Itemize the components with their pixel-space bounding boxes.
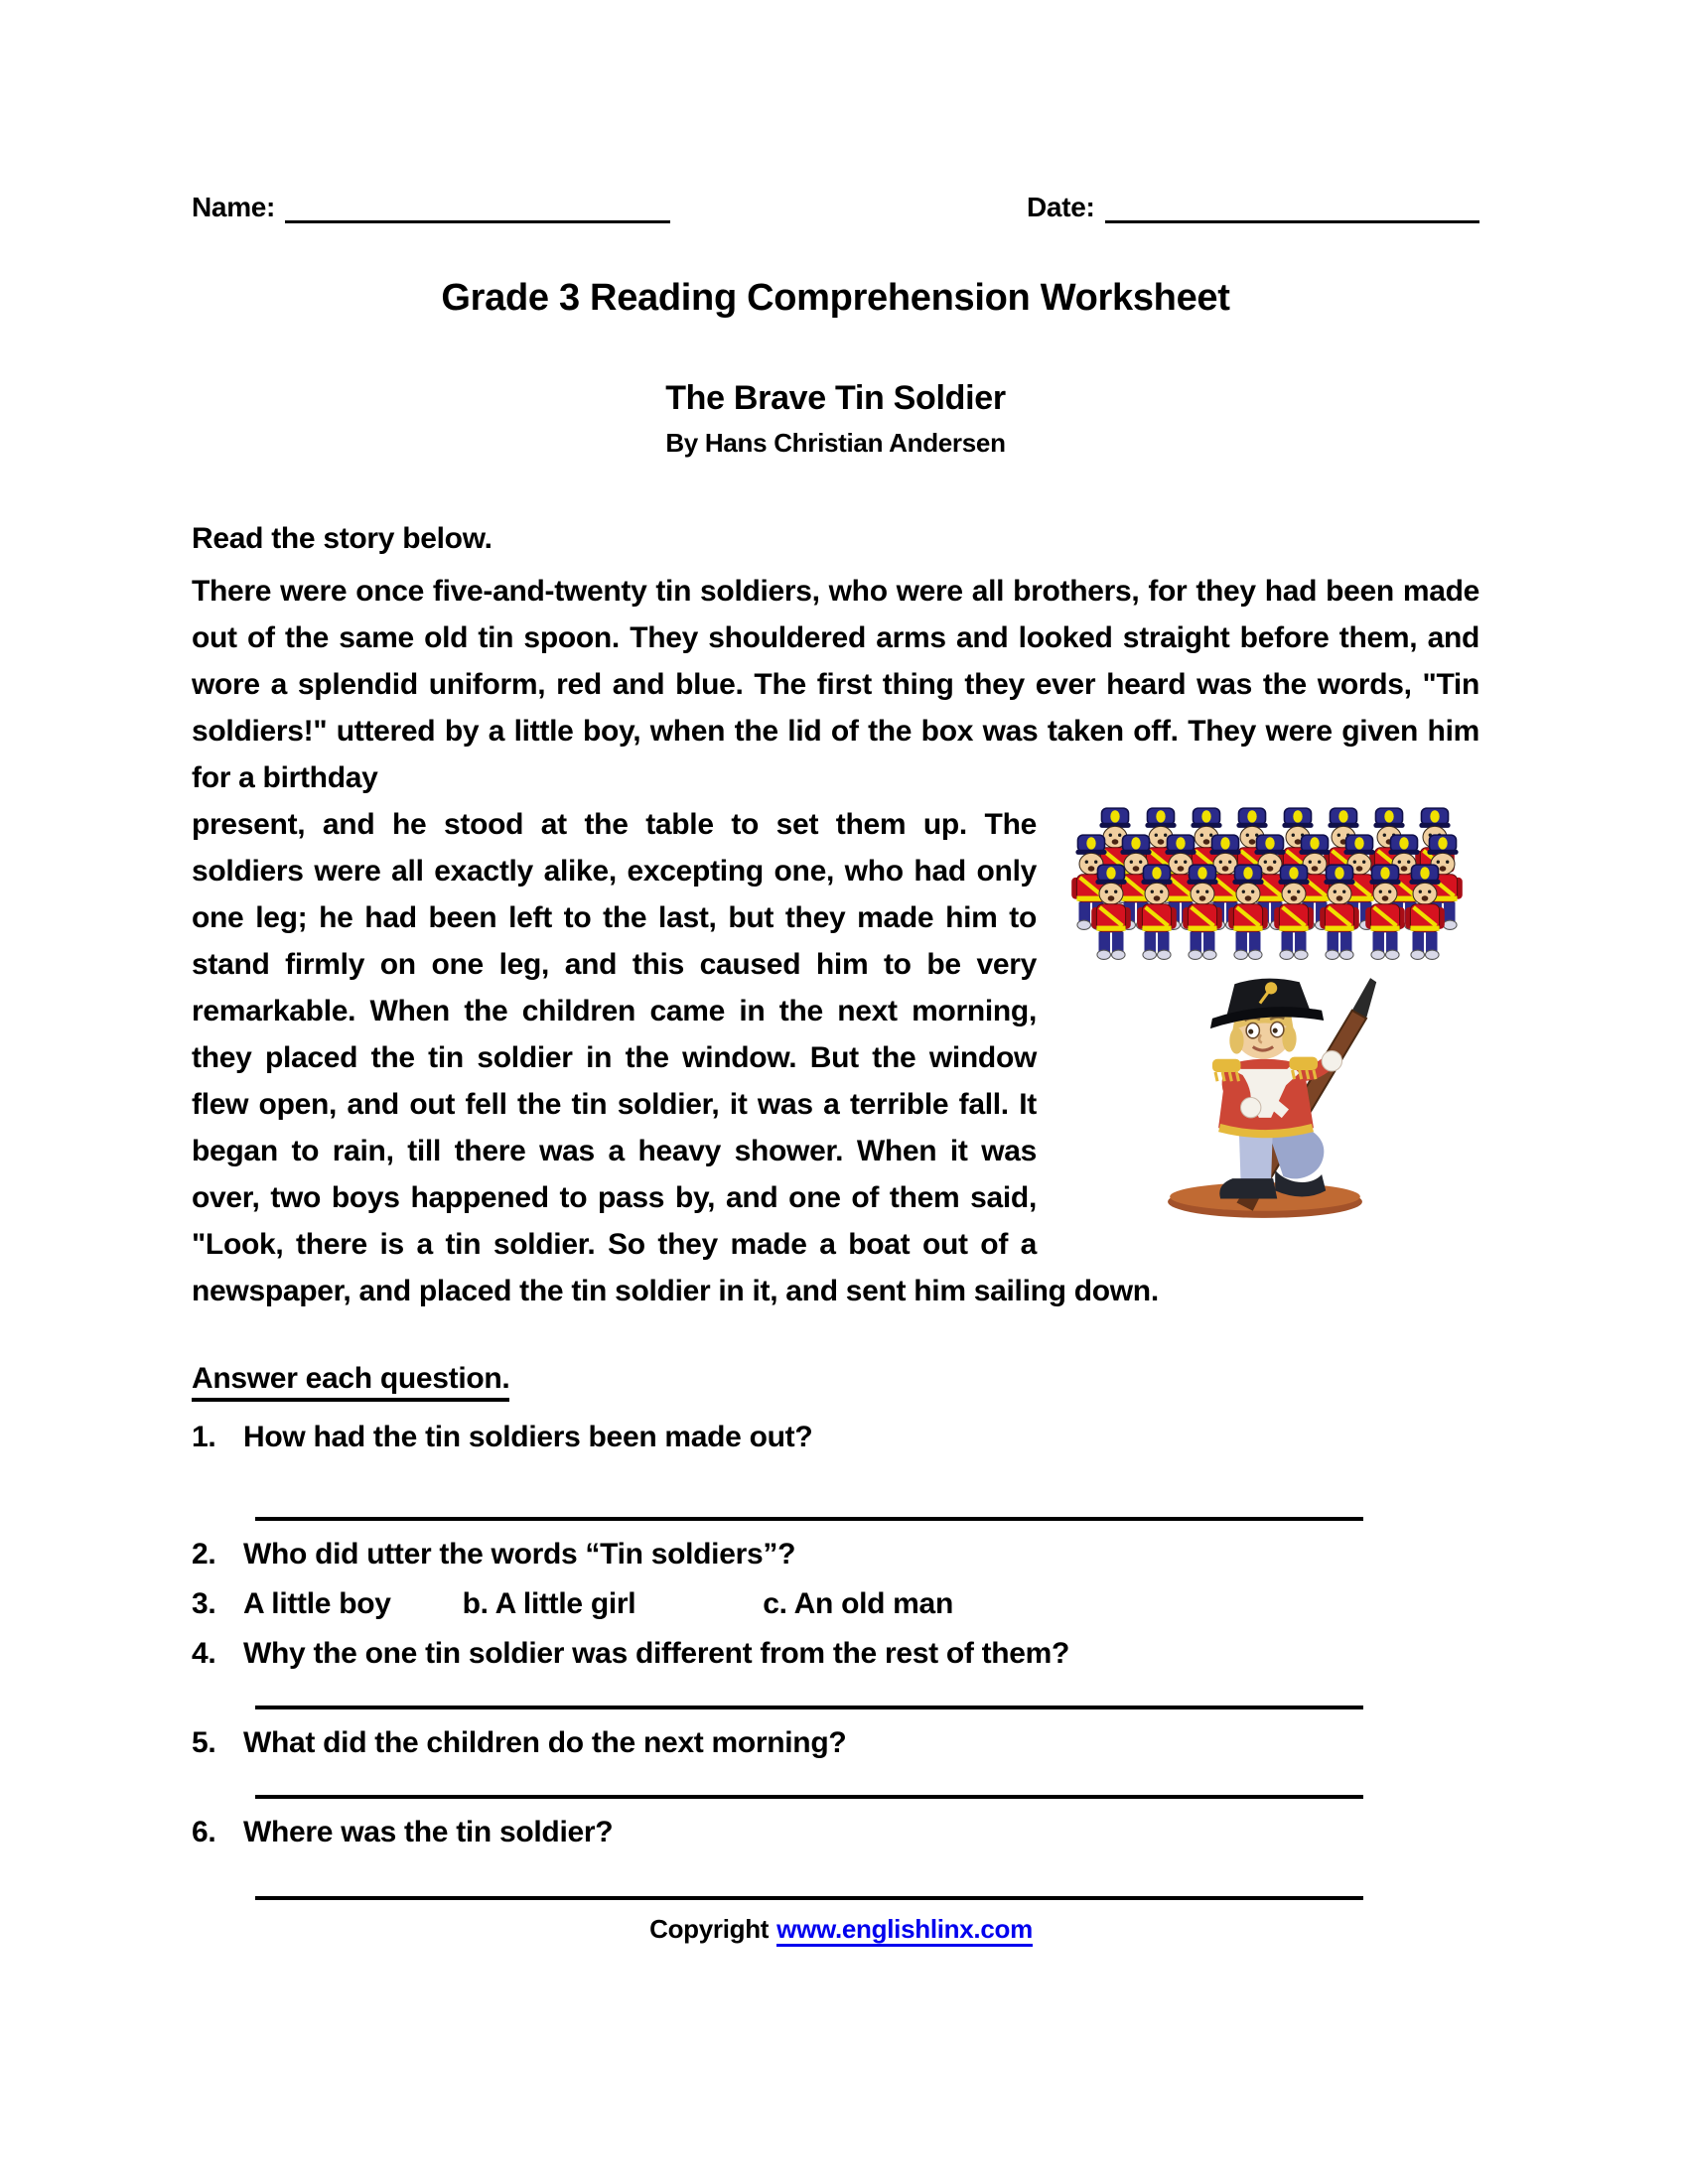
question-row-4 <box>192 1634 1479 1674</box>
question-number: 6. <box>192 1816 216 1848</box>
story-paragraph-part2-wrap <box>192 801 1479 1314</box>
answer-line-1 <box>255 1457 1363 1521</box>
copyright-label: Copyright <box>649 1914 770 1944</box>
question-text: Where was the tin soldier? <box>243 1816 614 1848</box>
name-label: Name: <box>192 192 276 222</box>
question-number: 1. <box>192 1421 216 1453</box>
date-label: Date: <box>1027 192 1095 222</box>
question-number: 4. <box>192 1637 216 1670</box>
questions-list <box>192 1418 1479 1900</box>
question-row-3 <box>192 1584 1479 1624</box>
page-title: Grade 3 Reading Comprehension Worksheet <box>441 277 1230 319</box>
answer-line-6 <box>255 1852 1363 1900</box>
question-text: Why the one tin soldier was different from the rest of them? <box>243 1637 1070 1670</box>
question-option-a: A little boy <box>243 1587 391 1620</box>
question-option-c: c. An old man <box>763 1587 953 1620</box>
question-text: What did the children do the next morning? <box>243 1726 847 1759</box>
story-paragraph-part2: present, and he stood at the table to set them up. The soldiers were all exactly alike, excepting one, who had only one leg; he had been left to the last, but they made him to stand firmly on one leg, and this caused him to be very remarkable. When the children came in the next morning, they placed the tin soldier in the window. But the window flew open, and out fell the tin soldier, it was a terrible fall. It began to rain, till there was a heavy shower. When it was over, two boys happened to pass by, and one of them said, "Look, there is a tin soldier. So they made a boat out of a newspaper, and placed the tin soldier in it, and sent him sailing down. <box>192 808 1159 1307</box>
footer <box>255 1914 1427 1945</box>
question-number: 3. <box>192 1587 216 1620</box>
answer-line-4 <box>255 1674 1363 1709</box>
name-field <box>192 191 670 223</box>
story-byline: By Hans Christian Andersen <box>665 428 1006 458</box>
story-title: The Brave Tin Soldier <box>665 379 1006 417</box>
question-number: 2. <box>192 1538 216 1570</box>
date-blank-line <box>1105 191 1479 223</box>
question-row-1 <box>192 1418 1479 1457</box>
tin-soldiers-group-illustration <box>1051 805 1468 962</box>
question-row-6 <box>192 1813 1479 1852</box>
question-number: 5. <box>192 1726 216 1759</box>
header-row <box>192 191 1479 223</box>
name-blank-line <box>285 191 670 223</box>
tin-soldier-illustration <box>1123 972 1407 1225</box>
story-text <box>192 568 1479 1314</box>
question-row-2 <box>192 1535 1479 1574</box>
answer-section-heading: Answer each question. <box>192 1362 1479 1402</box>
answer-line-5 <box>255 1763 1363 1799</box>
story-paragraph-part1: There were once five-and-twenty tin soldiers, who were all brothers, for they had been made out of the same old tin spoon. They shouldered arms and looked straight before them, and wore a splendid uniform, red and blue. The first thing they ever heard was the words, "Tin soldiers!" uttered by a little boy, when the lid of the box was taken off. They were given him for a birthday <box>192 575 1479 794</box>
question-text: Who did utter the words “Tin soldiers”? <box>243 1538 796 1570</box>
story-illustrations <box>1051 805 1479 1225</box>
question-row-5 <box>192 1723 1479 1763</box>
date-field <box>1027 191 1479 223</box>
question-option-b: b. A little girl <box>462 1587 636 1620</box>
copyright-link[interactable]: www.englishlinx.com <box>776 1914 1033 1947</box>
read-instruction: Read the story below. <box>192 522 492 555</box>
question-text: How had the tin soldiers been made out? <box>243 1421 813 1453</box>
